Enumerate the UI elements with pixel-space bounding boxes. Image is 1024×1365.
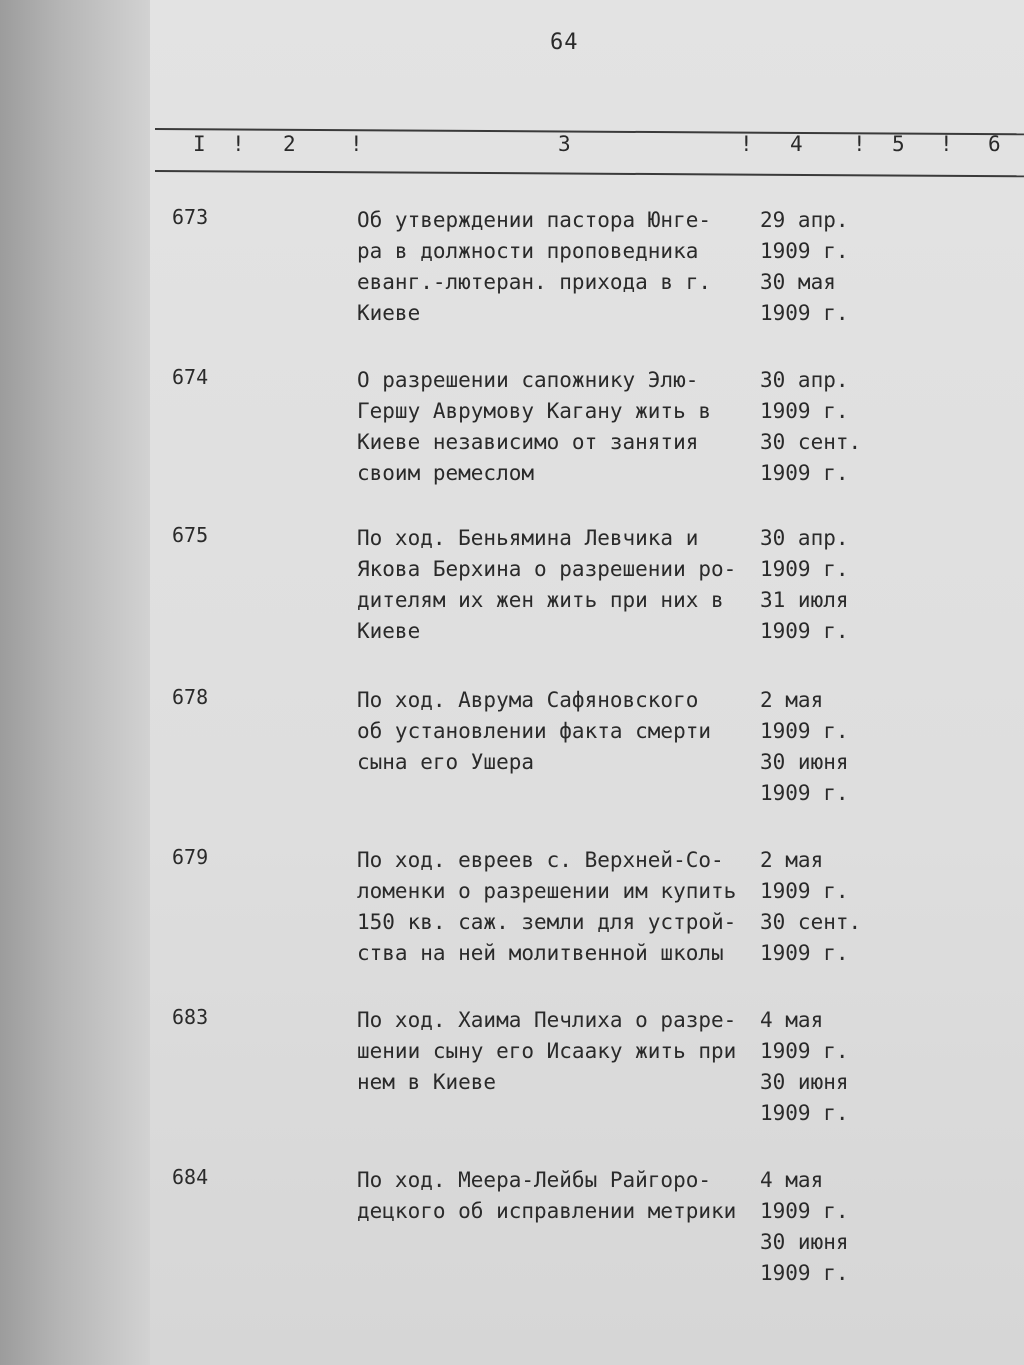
page-number: 64 — [550, 30, 579, 55]
entry-description — [357, 1165, 767, 1227]
date-line: 30 апр. — [760, 368, 849, 392]
date-line: 30 июня — [760, 1230, 849, 1254]
date-line: 30 июня — [760, 1070, 849, 1094]
column-separator: ! — [853, 132, 866, 156]
description-line: шении сыну его Исааку жить при — [357, 1039, 737, 1063]
description-line: 150 кв. саж. земли для устрой- — [357, 910, 737, 934]
description-line: своим ремеслом — [357, 461, 535, 485]
column-separator: ! — [740, 132, 753, 156]
entry-dates — [760, 365, 861, 489]
description-line: Гершу Аврумову Кагану жить в — [357, 399, 712, 423]
description-line: Якова Берхина о разрешении ро- — [357, 557, 737, 581]
description-line: децкого об исправлении метрики — [357, 1199, 737, 1223]
column-separator: ! — [350, 132, 363, 156]
entry-dates — [760, 685, 849, 809]
entry-number: 684 — [172, 1165, 209, 1189]
date-line: 1909 г. — [760, 879, 849, 903]
entry-number: 674 — [172, 365, 209, 389]
description-line: ра в должности проповедника — [357, 239, 699, 263]
date-line: 1909 г. — [760, 719, 849, 743]
column-heading-4: 4 — [790, 132, 803, 156]
entry-description — [357, 365, 767, 489]
description-line: По ход. Меера-Лейбы Райгоро- — [357, 1168, 712, 1192]
entry-dates — [760, 845, 861, 969]
column-separator: ! — [232, 132, 245, 156]
description-line: еванг.-лютеран. прихода в г. — [357, 270, 712, 294]
description-line: ства на ней молитвенной школы — [357, 941, 724, 965]
description-line: дителям их жен жить при них в — [357, 588, 724, 612]
description-line: ломенки о разрешении им купить — [357, 879, 737, 903]
entry-description — [357, 845, 767, 969]
date-line: 4 мая — [760, 1168, 824, 1192]
entry-dates — [760, 1165, 849, 1289]
date-line: 2 мая — [760, 688, 824, 712]
date-line: 1909 г. — [760, 781, 849, 805]
description-line: По ход. евреев с. Верхней-Со- — [357, 848, 724, 872]
book-binding-shadow — [0, 0, 150, 1365]
column-heading-6: 6 — [988, 132, 1001, 156]
column-heading-1: I — [193, 132, 206, 156]
date-line: 30 июня — [760, 750, 849, 774]
entry-number: 679 — [172, 845, 209, 869]
description-line: Киеве — [357, 619, 421, 643]
date-line: 30 апр. — [760, 526, 849, 550]
description-line: По ход. Хаима Печлиха о разре- — [357, 1008, 737, 1032]
description-line: Об утверждении пастора Юнге- — [357, 208, 712, 232]
date-line: 1909 г. — [760, 619, 849, 643]
date-line: 29 апр. — [760, 208, 849, 232]
description-line: По ход. Аврума Сафяновского — [357, 688, 699, 712]
column-heading-3: 3 — [558, 132, 571, 156]
entry-number: 678 — [172, 685, 209, 709]
description-line: Киеве независимо от занятия — [357, 430, 699, 454]
description-line: сына его Ушера — [357, 750, 535, 774]
description-line: нем в Киеве — [357, 1070, 497, 1094]
date-line: 1909 г. — [760, 461, 849, 485]
date-line: 1909 г. — [760, 239, 849, 263]
date-line: 30 сент. — [760, 430, 862, 454]
date-line: 4 мая — [760, 1008, 824, 1032]
entry-dates — [760, 523, 849, 647]
date-line: 1909 г. — [760, 557, 849, 581]
entry-number: 675 — [172, 523, 209, 547]
column-heading-5: 5 — [892, 132, 905, 156]
date-line: 1909 г. — [760, 1261, 849, 1285]
entry-description — [357, 685, 767, 778]
entry-dates — [760, 205, 849, 329]
date-line: 2 мая — [760, 848, 824, 872]
column-heading-2: 2 — [283, 132, 296, 156]
date-line: 31 июля — [760, 588, 849, 612]
date-line: 1909 г. — [760, 941, 849, 965]
entry-number: 683 — [172, 1005, 209, 1029]
date-line: 1909 г. — [760, 1199, 849, 1223]
date-line: 1909 г. — [760, 1101, 849, 1125]
description-line: По ход. Беньямина Левчика и — [357, 526, 699, 550]
description-line: О разрешении сапожнику Элю- — [357, 368, 699, 392]
entry-description — [357, 1005, 767, 1098]
date-line: 1909 г. — [760, 301, 849, 325]
date-line: 1909 г. — [760, 399, 849, 423]
description-line: Киеве — [357, 301, 421, 325]
date-line: 30 сент. — [760, 910, 862, 934]
entry-description — [357, 523, 767, 647]
description-line: об установлении факта смерти — [357, 719, 712, 743]
date-line: 1909 г. — [760, 1039, 849, 1063]
column-separator: ! — [940, 132, 953, 156]
date-line: 30 мая — [760, 270, 836, 294]
entry-number: 673 — [172, 205, 209, 229]
entry-dates — [760, 1005, 849, 1129]
entry-description — [357, 205, 767, 329]
